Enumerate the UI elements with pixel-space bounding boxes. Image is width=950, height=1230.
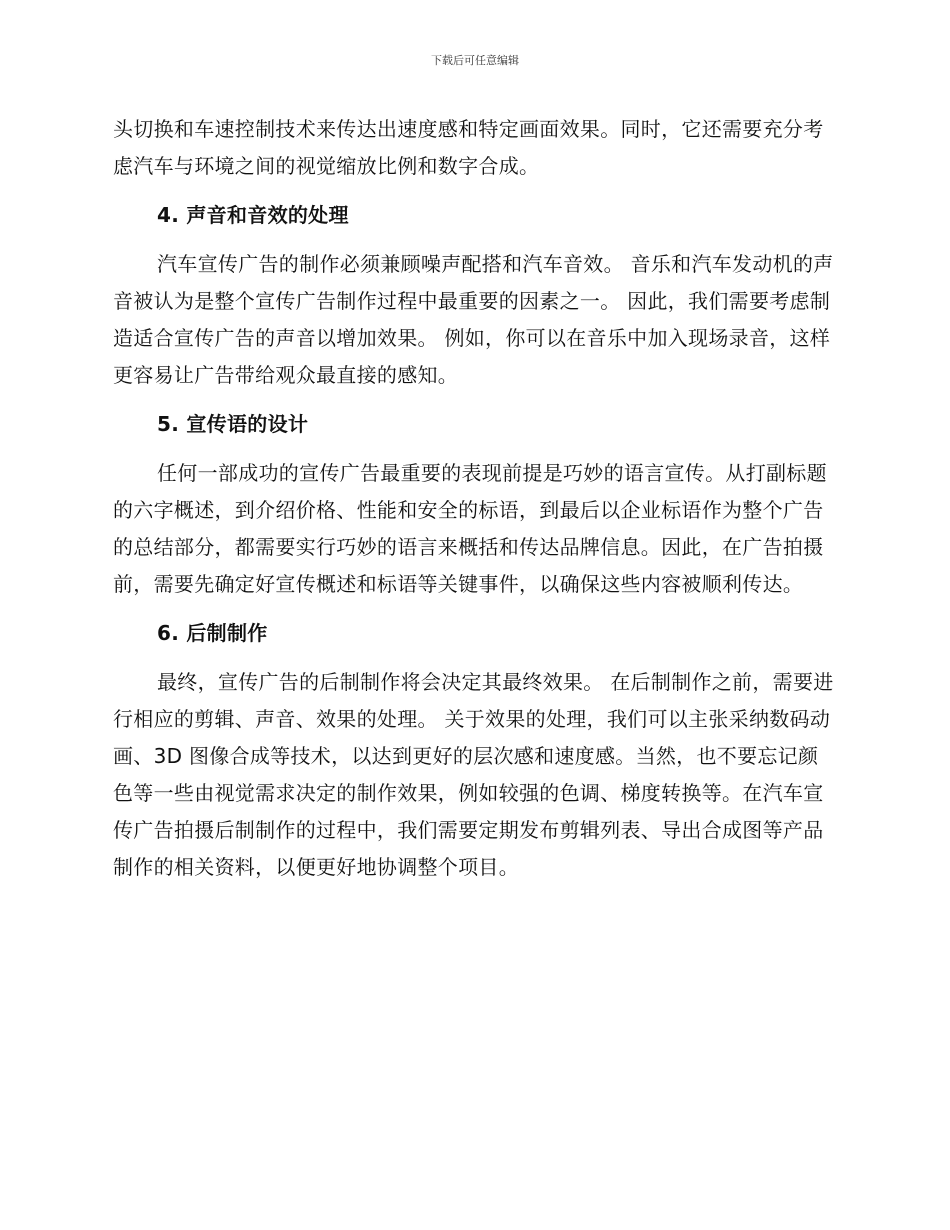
intro-paragraph: 头切换和车速控制技术来传达出速度感和特定画面效果。同时，它还需要充分考虑汽车与环境之间的视觉缩放比例和数字合成。 <box>113 117 824 178</box>
section-4-heading: 4. 声音和音效的处理 <box>157 203 349 227</box>
section-4-paragraph: 汽车宣传广告的制作必须兼顾噪声配搭和汽车音效。 音乐和汽车发动机的声音被认为是整个宣传广告制作过程中最重要的因素之一。 因此，我们需要考虑制造适合宣传广告的声音以增加效果。 例如，你可以在音乐中加入现场录音，这样更容易让广告带给观众最直接的感知。 <box>113 252 834 387</box>
section-6-paragraph: 最终，宣传广告的后制制作将会决定其最终效果。 在后制制作之前，需要进行相应的剪辑、声音、效果的处理。 关于效果的处理，我们可以主张采纳数码动画、3D 图像合成等技术，以达到更好的层次感和速度感。当然，也不要忘记颜色等一些由视觉需求决定的制作效果，例如较强的色调、梯度转换等。在汽车宣传广告拍摄后制制作的过程中，我们需要定期发布剪辑列表、导出合成图等产品制作的相关资料，以便更好地协调整个项目。 <box>113 670 834 879</box>
section-5-heading: 5. 宣传语的设计 <box>157 412 309 436</box>
section-6-heading: 6. 后制制作 <box>157 621 268 645</box>
section-5-paragraph: 任何一部成功的宣传广告最重要的表现前提是巧妙的语言宣传。从打副标题的六字概述，到介绍价格、性能和安全的标语，到最后以企业标语作为整个广告的总结部分，都需要实行巧妙的语言来概括和传达品牌信息。因此，在广告拍摄前，需要先确定好宣传概述和标语等关键事件，以确保这些内容被顺利传达。 <box>113 461 827 596</box>
document-body <box>113 111 838 886</box>
page-header: 下载后可任意编辑 <box>431 54 519 67</box>
